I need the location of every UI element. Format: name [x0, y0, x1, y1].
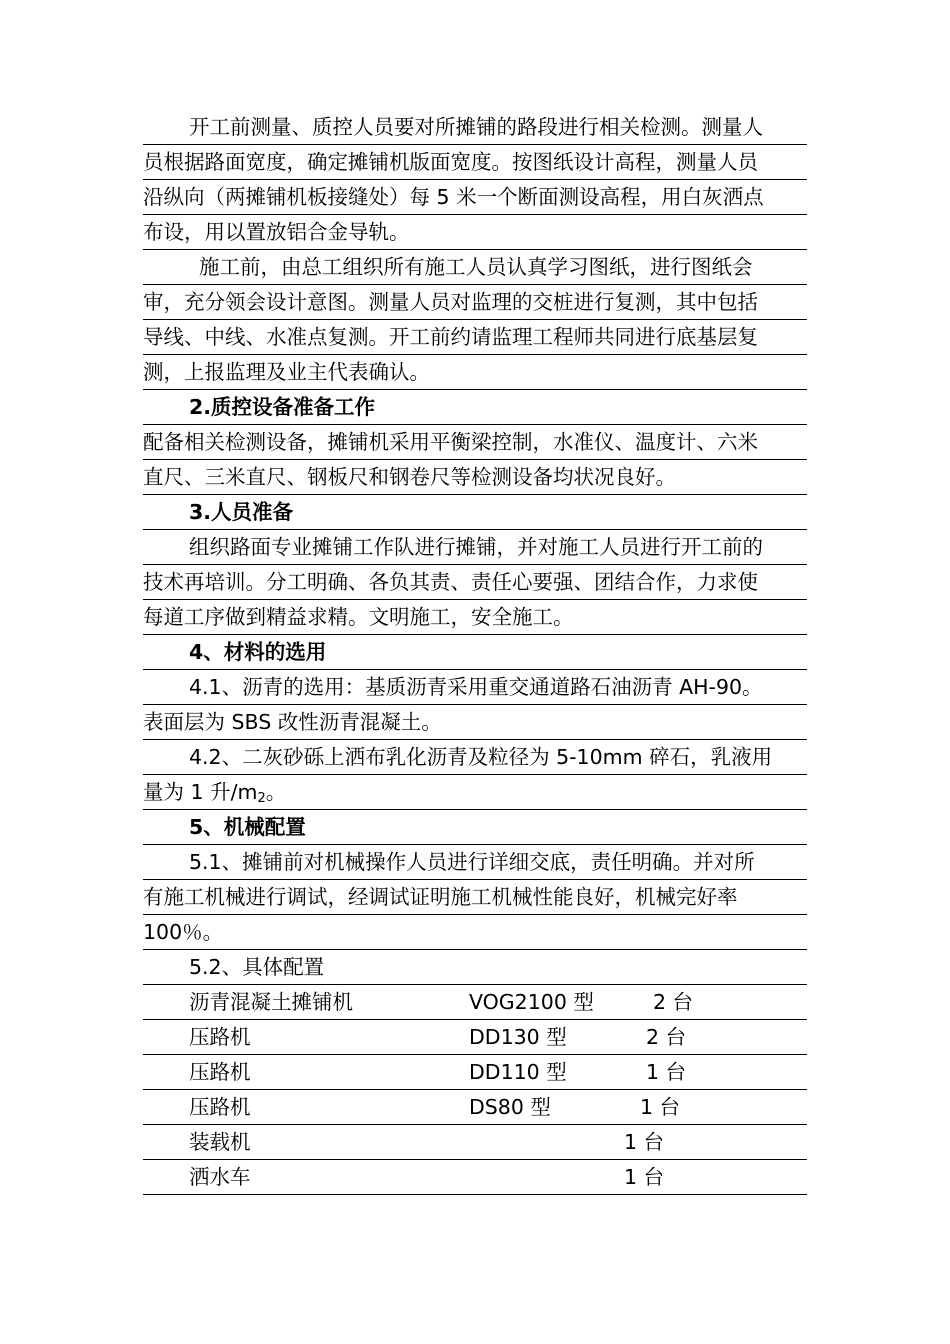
text-run: 量为 1 升/m: [143, 780, 258, 804]
paragraph-line: 导线、中线、水准点复测。开工前约请监理工程师共同进行底基层复: [143, 320, 807, 355]
section-heading: 3.人员准备: [143, 495, 807, 530]
paragraph-line: [143, 775, 807, 810]
section-heading: 4、材料的选用: [143, 635, 807, 670]
equipment-name: 压路机: [189, 1025, 251, 1049]
equipment-qty: 2 台: [653, 990, 694, 1014]
paragraph-line: 布设，用以置放铝合金导轨。: [143, 215, 807, 250]
equipment-model: VOG2100 型: [469, 990, 594, 1014]
equipment-row: [143, 1055, 807, 1090]
equipment-row: [143, 1090, 807, 1125]
paragraph-line: 沿纵向（两摊铺机板接缝处）每 5 米一个断面测设高程，用白灰洒点: [143, 180, 807, 215]
paragraph-line: 测，上报监理及业主代表确认。: [143, 355, 807, 390]
paragraph-line: 施工前，由总工组织所有施工人员认真学习图纸，进行图纸会: [143, 250, 807, 285]
subscript: 2: [257, 791, 266, 806]
paragraph-line: 表面层为 SBS 改性沥青混凝土。: [143, 705, 807, 740]
equipment-row: [143, 1125, 807, 1160]
equipment-row: [143, 985, 807, 1020]
paragraph-line: 4.2、二灰砂砾上洒布乳化沥青及粒径为 5-10mm 碎石，乳液用: [143, 740, 807, 775]
equipment-name: 沥青混凝土摊铺机: [189, 990, 353, 1014]
paragraph-line: 每道工序做到精益求精。文明施工，安全施工。: [143, 600, 807, 635]
equipment-qty: 1 台: [624, 1165, 665, 1189]
equipment-name: 压路机: [189, 1095, 251, 1119]
paragraph-line: 组织路面专业摊铺工作队进行摊铺，并对施工人员进行开工前的: [143, 530, 807, 565]
equipment-qty: 1 台: [646, 1060, 687, 1084]
equipment-qty: 1 台: [624, 1130, 665, 1154]
equipment-name: 压路机: [189, 1060, 251, 1084]
equipment-row: [143, 1020, 807, 1055]
equipment-row: [143, 1160, 807, 1195]
paragraph-line: 4.1、沥青的选用：基质沥青采用重交通道路石油沥青 AH-90。: [143, 670, 807, 705]
paragraph-line: 5.1、摊铺前对机械操作人员进行详细交底，责任明确。并对所: [143, 845, 807, 880]
paragraph-line: 审，充分领会设计意图。测量人员对监理的交桩进行复测，其中包括: [143, 285, 807, 320]
paragraph-line: 配备相关检测设备，摊铺机采用平衡梁控制，水准仪、温度计、六米: [143, 425, 807, 460]
equipment-name: 装载机: [189, 1130, 251, 1154]
paragraph-line: 有施工机械进行调试，经调试证明施工机械性能良好，机械完好率: [143, 880, 807, 915]
document-page: [143, 110, 807, 1195]
text-run: 。: [265, 780, 287, 804]
equipment-qty: 2 台: [646, 1025, 687, 1049]
paragraph-line: 员根据路面宽度，确定摊铺机版面宽度。按图纸设计高程，测量人员: [143, 145, 807, 180]
paragraph-line: 100％。: [143, 915, 807, 950]
subsection-heading: 5.2、具体配置: [143, 950, 807, 985]
paragraph-line: 技术再培训。分工明确、各负其责、责任心要强、团结合作，力求使: [143, 565, 807, 600]
paragraph-line: 直尺、三米直尺、钢板尺和钢卷尺等检测设备均状况良好。: [143, 460, 807, 495]
section-heading: 2.质控设备准备工作: [143, 390, 807, 425]
section-heading: 5、机械配置: [143, 810, 807, 845]
paragraph-line: 开工前测量、质控人员要对所摊铺的路段进行相关检测。测量人: [143, 110, 807, 145]
equipment-model: DD110 型: [469, 1060, 567, 1084]
equipment-qty: 1 台: [640, 1095, 681, 1119]
equipment-model: DS80 型: [469, 1095, 551, 1119]
equipment-model: DD130 型: [469, 1025, 567, 1049]
equipment-name: 洒水车: [189, 1165, 251, 1189]
